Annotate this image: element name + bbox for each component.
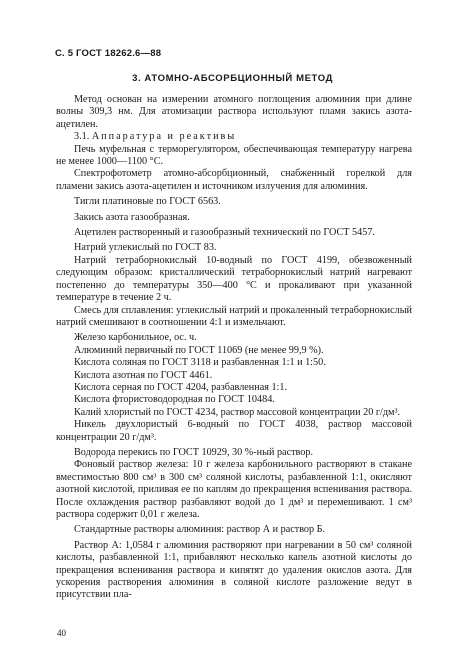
paragraph-potassium-chloride: Калий хлористый по ГОСТ 4234, раствор массовой концентрации 20 г/дм³.	[74, 406, 401, 418]
paragraph-hydrogen-peroxide: Водорода перекись по ГОСТ 10929, 30 %-ный раствор.	[74, 446, 314, 458]
paragraph-iron-background-solution: Фоновый раствор железа: 10 г железа карбонильного растворяют в стакане вместимостью 800 см³ в 300 см³ соляной кислоты, разбавленной 1:1, окисляют азотной кислотой, приливая ее по каплям до прекращения вспенивания раствора. После охлаждения раствор разбавляют водой до 1 дм³ и перемешивают. 1 см³ раствора содержит 0,01 г железа.	[56, 459, 412, 520]
paragraph-sodium-tetraborate: Натрий тетраборнокислый 10-водный по ГОСТ 4199, обезвоженный следующим образом: кристаллический тетраборнокислый натрий нагревают постепенно до температуры 350—400 °С и прокаливают при указанной температуре в течение 2 ч.	[56, 254, 412, 304]
paragraph-nickel-chloride: Никель двухлористый 6-водный по ГОСТ 4038, раствор массовой концентрации 20 г/дм³.	[56, 419, 412, 443]
body-text	[56, 94, 412, 602]
paragraph-standard-solutions: Стандартные растворы алюминия: раствор А и раствор Б.	[74, 524, 326, 536]
paragraph-nitrous-oxide: Закись азота газообразная.	[74, 211, 190, 223]
paragraph-fusion-mixture: Смесь для сплавления: углекислый натрий и прокаленный тетраборнокислый натрий смешивают в соотношении 4:1 и измельчают.	[56, 304, 412, 328]
subsection-title: Аппаратура и реактивы	[91, 131, 237, 143]
paragraph-sodium-carbonate: Натрий углекислый по ГОСТ 83.	[74, 242, 217, 254]
paragraph-nitric-acid: Кислота азотная по ГОСТ 4461.	[74, 369, 213, 381]
paragraph-sulfuric-acid: Кислота серная по ГОСТ 4204, разбавленная 1:1.	[74, 381, 288, 393]
paragraph-furnace: Печь муфельная с терморегулятором, обеспечивающая температуру нагрева не менее 1000—1100 °С.	[56, 143, 412, 168]
paragraph-solution-a: Раствор А: 1,0584 г алюминия растворяют при нагревании в 50 см³ соляной кислоты, разбавленной 1:1, прибавляют несколько капель азотной кислоты до прекращения вспенивания раствора и кипятят до удаления окислов азота. Для ускорения растворения алюминия в соляной кислоте разложение ведут в присутствии пла-	[56, 539, 412, 601]
paragraph-spectrophotometer: Спектрофотометр атомно-абсорбционный, снабженный горелкой для пламени закись азота-ацетилен и источником излучения для алюминия.	[56, 168, 412, 192]
subsection-number: 3.1.	[74, 131, 90, 143]
running-header: С. 5 ГОСТ 18262.6—88	[55, 48, 162, 59]
paragraph-acetylene: Ацетилен растворенный и газообразный технический по ГОСТ 5457.	[74, 227, 375, 239]
paragraph-method: Метод основан на измерении атомного поглощения алюминия при длине волны 309,3 нм. Для атомизации раствора используют пламя закись азота-ацетилен.	[56, 94, 412, 130]
subsection-heading	[56, 131, 412, 143]
paragraph-hydrochloric-acid: Кислота соляная по ГОСТ 3118 и разбавленная 1:1 и 1:50.	[74, 357, 326, 369]
section-title: 3. АТОМНО-АБСОРБЦИОННЫЙ МЕТОД	[132, 73, 333, 84]
page-number: 40	[57, 628, 66, 638]
paragraph-crucibles: Тигли платиновые по ГОСТ 6563.	[74, 196, 221, 208]
paragraph-iron: Железо карбонильное, ос. ч.	[74, 332, 197, 344]
paragraph-hydrofluoric-acid: Кислота фтористоводородная по ГОСТ 10484.	[74, 394, 275, 406]
paragraph-aluminium: Алюминий первичный по ГОСТ 11069 (не менее 99,9 %).	[74, 344, 324, 356]
